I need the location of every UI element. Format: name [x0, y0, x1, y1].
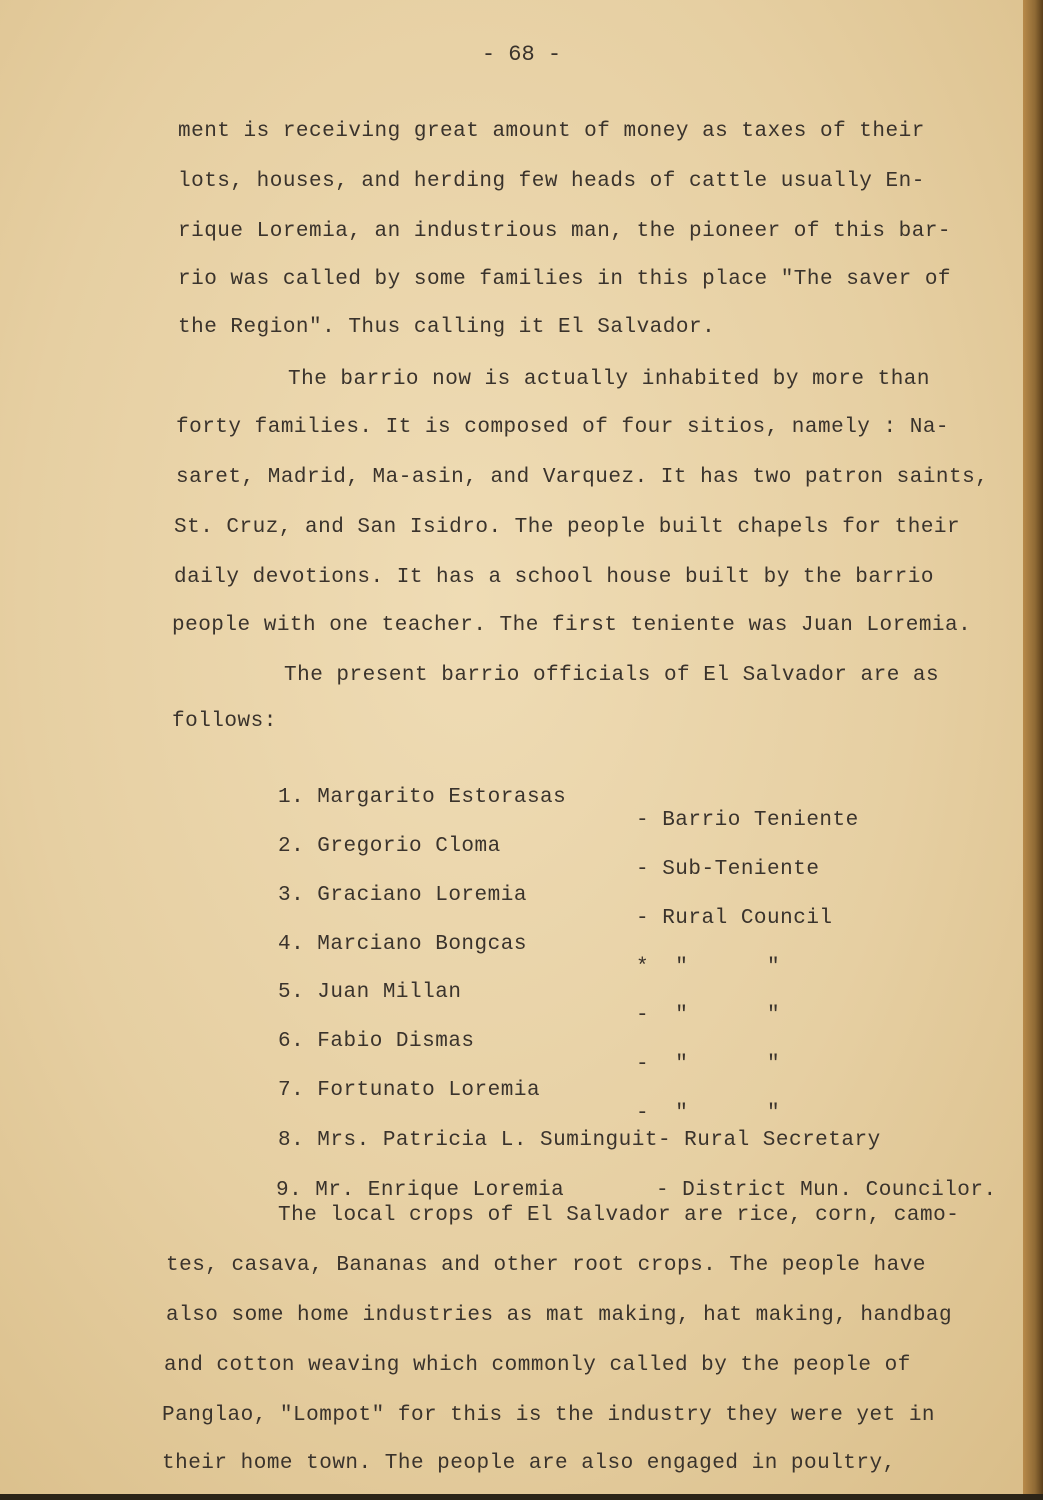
official-position: - Barrio Teniente — [636, 809, 859, 832]
paragraph-1-line: rio was called by some families in this place "The saver of — [178, 268, 952, 291]
paragraph-1-line: the Region". Thus calling it El Salvador. — [178, 316, 716, 339]
official-row — [0, 1106, 1043, 1152]
official-position: - Sub-Teniente — [636, 858, 820, 881]
official-row — [0, 1156, 1043, 1202]
official-position: - " " — [636, 1004, 781, 1027]
official-name: 2. Gregorio Cloma — [278, 835, 501, 858]
official-position: - Rural Council — [636, 907, 833, 930]
official-name: 6. Fabio Dismas — [278, 1030, 475, 1053]
paragraph-2-line: saret, Madrid, Ma-asin, and Varquez. It has two patron saints, — [176, 466, 989, 489]
paragraph-4-line: also some home industries as mat making, hat making, handbag — [166, 1304, 953, 1327]
paragraph-1-line: lots, houses, and herding few heads of cattle usually En- — [178, 170, 925, 193]
official-row — [0, 910, 1043, 979]
page-right-edge — [1023, 0, 1043, 1500]
official-position: - " " — [636, 1102, 781, 1125]
official-name: 4. Marciano Bongcas — [278, 933, 527, 956]
official-name: 9. Mr. Enrique Loremia - District Mun. Councilor. — [276, 1179, 997, 1202]
page-bottom-edge — [0, 1494, 1043, 1500]
paragraph-2-line: daily devotions. It has a school house built by the barrio — [174, 566, 934, 589]
official-row — [0, 1007, 1043, 1076]
page-number: - 68 - — [481, 42, 562, 67]
paragraph-3-line: follows: — [172, 710, 277, 733]
official-name: 7. Fortunato Loremia — [278, 1079, 541, 1102]
paragraph-4-line: tes, casava, Bananas and other root crops. The people have — [166, 1254, 926, 1277]
paragraph-3-line: The present barrio officials of El Salvador are as — [284, 664, 940, 687]
paragraph-2-line: people with one teacher. The first teniente was Juan Loremia. — [172, 614, 972, 637]
official-name: 5. Juan Millan — [278, 981, 462, 1004]
official-name: 3. Graciano Loremia — [278, 884, 527, 907]
paragraph-4-line: Panglao, "Lompot" for this is the industry they were yet in — [162, 1404, 936, 1427]
paragraph-2-line: St. Cruz, and San Isidro. The people built chapels for their — [174, 516, 961, 539]
official-name: 1. Margarito Estorasas — [278, 786, 567, 809]
official-position: * " " — [636, 956, 781, 979]
paragraph-2-line: forty families. It is composed of four sitios, namely : Na- — [176, 416, 950, 439]
paragraph-4-line: their home town. The people are also engaged in poultry, — [162, 1452, 896, 1475]
official-row — [0, 1056, 1043, 1125]
official-row — [0, 958, 1043, 1027]
paragraph-4-line: and cotton weaving which commonly called by the people of — [164, 1354, 911, 1377]
official-row — [0, 763, 1043, 832]
official-row — [0, 812, 1043, 881]
official-name: 8. Mrs. Patricia L. Suminguit- Rural Secretary — [278, 1129, 881, 1152]
paragraph-2-line: The barrio now is actually inhabited by more than — [288, 368, 931, 391]
official-position: - " " — [636, 1053, 781, 1076]
official-row — [0, 861, 1043, 930]
paragraph-1-line: rique Loremia, an industrious man, the pioneer of this bar- — [178, 220, 952, 243]
paragraph-1-line: ment is receiving great amount of money as taxes of their — [178, 120, 925, 143]
paragraph-4-line: The local crops of El Salvador are rice, corn, camo- — [278, 1204, 960, 1227]
